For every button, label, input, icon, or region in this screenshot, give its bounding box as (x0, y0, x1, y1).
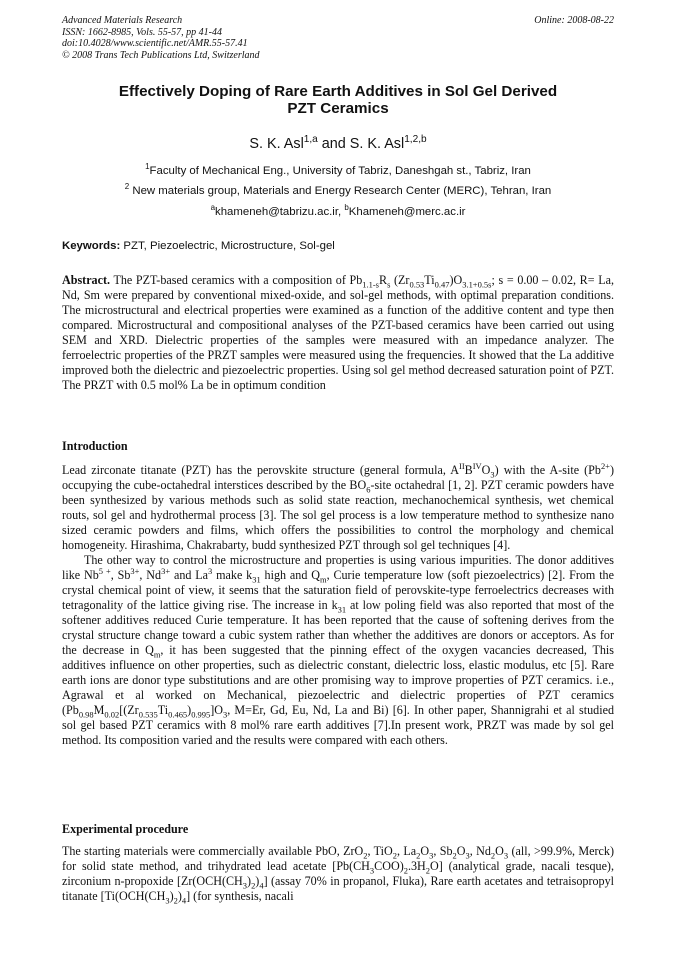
body-text: O (456, 844, 466, 858)
body-text: , Nd (139, 568, 162, 582)
email-a-marker: a (210, 203, 215, 213)
superscript: II (459, 460, 465, 471)
subscript: 4 (259, 880, 264, 891)
abstract-label: Abstract. (62, 273, 111, 287)
email-b-marker: b (344, 203, 349, 213)
affiliation-1-marker: 1 (145, 162, 150, 172)
abstract-text: R (378, 273, 388, 287)
body-text: ) occupying the cube-octahedral interstices described by the BO (62, 463, 614, 492)
experimental-body (62, 844, 614, 904)
body-text: ) (177, 889, 182, 903)
paper-title (62, 83, 614, 117)
body-text: ]O (210, 703, 224, 717)
subscript: 2 (173, 895, 178, 906)
subscript: 2 (490, 850, 496, 861)
keywords-text: PZT, Piezoelectric, Microstructure, Sol-gel (123, 240, 335, 252)
body-text: The other way to control the microstructure and properties is using various impurities. The donor additives like Nb (62, 553, 614, 582)
issn-line: ISSN: 1662-8985, Vols. 55-57, pp 41-44 (62, 26, 222, 38)
subscript: 3 (503, 850, 509, 861)
abstract-text: (Zr (390, 273, 410, 287)
body-text: ) with the A-site (Pb (494, 463, 601, 477)
introduction-body (62, 460, 615, 748)
body-text: high and Q (260, 568, 320, 582)
subscript: 3.1+0.5s (462, 279, 492, 290)
subscript: 0.995 (191, 709, 211, 720)
body-text: COO) (374, 859, 404, 873)
doi-line: doi:10.4028/www.scientific.net/AMR.55-57.41 (62, 38, 248, 50)
body-text: ) (187, 703, 192, 717)
keywords-label: Keywords: (62, 240, 124, 252)
body-text: Lead zirconate titanate (PZT) has the perovskite structure (general formula, A (62, 463, 459, 477)
title-line-1: Effectively Doping of Rare Earth Additives in Sol Gel Derived (118, 83, 558, 100)
intro-paragraph-2 (62, 553, 614, 748)
affiliation-1-text: Faculty of Mechanical Eng., University of Tabriz, Daneshgah st., Tabriz, Iran (149, 165, 531, 177)
subscript: 0.53 (409, 279, 425, 290)
body-text: and La (170, 568, 209, 582)
subscript: m (153, 649, 161, 660)
subscript: 1.1-s (362, 279, 379, 290)
subscript: 2 (403, 865, 408, 876)
online-date: Online: 2008-08-22 (534, 15, 614, 26)
affiliation-2 (62, 182, 614, 197)
experimental-heading: Experimental procedure (62, 822, 189, 836)
body-text: ] (assay 70% in propanol, Fluka), Rare earth acetates and tetraisopropyl titanate [Ti(OCH(CH (62, 874, 614, 903)
intro-paragraph-1 (62, 460, 614, 553)
journal-name: Advanced Materials Research (62, 15, 183, 26)
abstract-text: Ti (424, 273, 435, 287)
author-1: S. K. Asl (249, 136, 304, 152)
subscript: 2 (392, 850, 397, 861)
subscript: 2 (425, 865, 430, 876)
body-text: , Sb (110, 568, 131, 582)
body-text: O (420, 844, 430, 858)
author-emails (62, 203, 614, 218)
body-text: O (495, 844, 504, 858)
superscript: 5 + (98, 565, 111, 576)
introduction-heading: Introduction (62, 439, 128, 453)
body-text: -site octahedral [1, 2]. PZT ceramic powders have been synthesized by various methods such as solid state reaction, mechanochemical synthesis, wet chemical routs, sol gel and hydrothermal process [3]. The sol gel process is a low temperature method to synthesize nano sized ceramic powders and films, which offers the possibilities to control the morphology and chemical homogeneity. Hirashima, Chakrabarty, budd synthesized PZT through sol gel techniques [4]. (62, 478, 614, 552)
body-text: B (464, 463, 473, 477)
author-2: S. K. Asl (349, 136, 405, 152)
keywords (62, 240, 614, 252)
superscript: 2+ (600, 460, 610, 471)
email-b[interactable]: Khameneh@merc.ac.ir (348, 206, 466, 218)
superscript: 3+ (161, 565, 171, 576)
subscript: 3 (165, 895, 170, 906)
journal-header (62, 15, 614, 61)
body-text: , it has been suggested that the pinning effect of the oxygen vacancies decreased, This additives influence on other properties, such as dielectric constant, dielectric loss, elastic modulus, etc [5]. Rare earth ions are donor type substitutions and are other promising way to improve properties of PZT ceramics. i.e., Agrawal et al worked on Mechanical, piezoelectric and dielectric properties of PZT ceramics (Pb (62, 643, 614, 717)
subscript: s (387, 279, 391, 290)
body-text: Ti (157, 703, 169, 717)
superscript: 3+ (130, 565, 140, 576)
author-list (62, 136, 614, 152)
abstract-text: The PZT-based ceramics with a composition of Pb (110, 273, 363, 287)
abstract-text: ; s = 0.00 – 0.02, R= La, Nd, Sm were prepared by conventional mixed-oxide, and sol-gel methods, with optimal preparation conditions. The microstructural and electrical properties were examined as a function of the additive content and type then compared. Microstructural and compositional analyses of the PZT-based ceramics have been carried out using SEM and XRD. Dielectric properties of the samples were measured with an impedance analyzer. The ferroelectric properties of the PRZT samples were measured using the frequencies. It showed that the La additive improved both the dielectric and piezoelectric properties. Using sol gel method decreased saturation point of PZT. The PRZT with 0.5 mol% La be in optimum condition (62, 273, 614, 392)
superscript: IV (472, 460, 482, 471)
subscript: 2 (452, 850, 457, 861)
subscript: 2 (251, 880, 256, 891)
email-a[interactable]: khameneh@tabrizu.ac.ir, (215, 206, 345, 218)
subscript: 0.535 (138, 709, 158, 720)
body-text: ] (for synthesis, nacali (186, 889, 294, 903)
author-2-affiliation: 1,2,b (404, 134, 427, 146)
body-text: (all, >99.9%, Merck) for solid state method, and trihydrated lead acetate [Pb(CH (62, 844, 615, 873)
subscript: 6 (366, 484, 371, 495)
subscript: 2 (416, 850, 421, 861)
body-text: ) (255, 874, 260, 888)
subscript: 2 (363, 850, 368, 861)
author-1-affiliation: 1,a (303, 134, 318, 146)
title-line-2: PZT Ceramics (287, 100, 389, 117)
superscript: 3 (208, 565, 213, 576)
affiliation-1 (62, 162, 614, 177)
affiliation-2-marker: 2 (124, 182, 130, 192)
body-text: O] (analytical grade, nacali tesque), zirconium n-propoxide [Zr(OCH(CH (62, 859, 614, 888)
subscript: 0.465 (168, 709, 188, 720)
affiliation-2-text: New materials group, Materials and Energy Research Center (MERC), Tehran, Iran (129, 185, 552, 197)
subscript: 3 (465, 850, 470, 861)
body-text: The starting materials were commercially available PbO, ZrO (62, 844, 364, 858)
subscript: 31 (337, 604, 347, 615)
author-separator: and (317, 136, 350, 152)
body-text: M (93, 703, 105, 717)
body-text: ) (247, 874, 252, 888)
subscript: 3 (369, 865, 375, 876)
subscript: 31 (252, 574, 261, 585)
subscript: 3 (429, 850, 434, 861)
body-text: , M=Er, Gd, Eu, Nd, La and Bi) [6]. In other paper, Shannigrahi et al studied sol gel based PZT ceramics with 8 mol% rare earth additives [7].In present work, PRZT was made by sol gel method. Its composition varied and the results were compared with each others. (62, 703, 614, 747)
body-text: .3H (407, 859, 426, 873)
abstract (62, 273, 614, 393)
body-text: , Nd (469, 844, 491, 858)
body-text: O (481, 463, 491, 477)
body-text: , La (396, 844, 417, 858)
subscript: 4 (181, 895, 187, 906)
body-text: [(Zr (119, 703, 139, 717)
body-text: make k (212, 568, 253, 582)
body-text: , TiO (367, 844, 393, 858)
body-text: , Sb (433, 844, 453, 858)
copyright-line: © 2008 Trans Tech Publications Ltd, Switzerland (62, 49, 260, 61)
abstract-text: )O (449, 273, 463, 287)
subscript: m (319, 574, 327, 585)
subscript: 3 (242, 880, 248, 891)
subscript: 3 (223, 709, 228, 720)
body-text: , Curie temperature low (soft piezoelectrics) [2]. From the crystal chemical point of view, it seems that the saturation field of perovskite-type ferroelectrics decreases with tetragonality of the lattice giving rise. The increase in k (62, 568, 614, 612)
subscript: 0.98 (78, 709, 94, 720)
body-text: at low poling field was also reported that most of the softener additives reduced Curie temperature. It has been reported that the cause of softening derives from the crystal structure change toward a cubic system rather than whether the additives are donors or acceptors. As for the decrease in Q (62, 598, 615, 657)
subscript: 0.47 (434, 279, 450, 290)
subscript: 3 (490, 469, 495, 480)
subscript: 0.02 (104, 709, 120, 720)
body-text: ) (169, 889, 174, 903)
